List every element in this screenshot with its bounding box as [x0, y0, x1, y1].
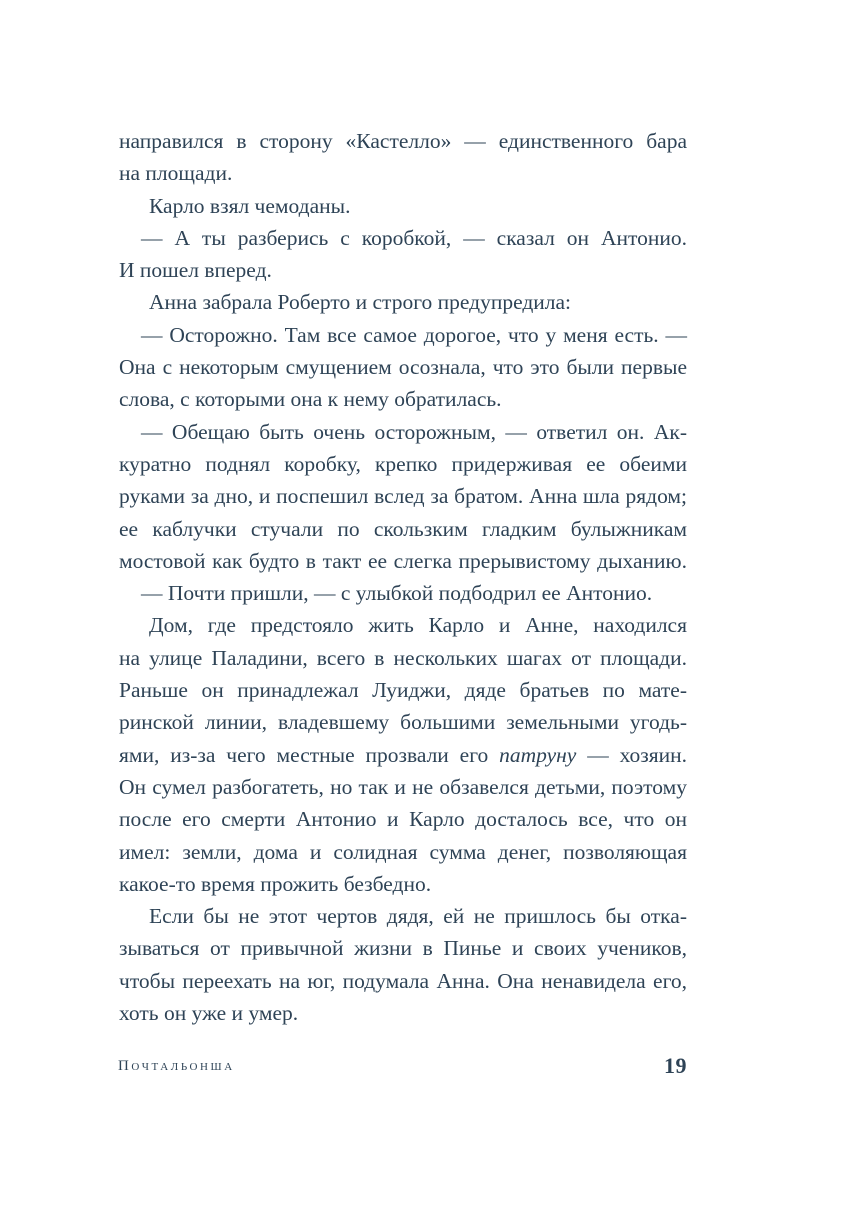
- text-line: Если бы не этот чертов дядя, ей не пришлось бы отка-: [149, 904, 687, 929]
- text-line: руками за дно, и поспешил вслед за братом. Анна шла рядом;: [119, 484, 687, 509]
- text-line: имел: земли, дома и солидная сумма денег, позволяющая: [119, 839, 687, 864]
- text-line: Раньше он принадлежал Луиджи, дяде братьев по мате-: [119, 678, 687, 703]
- text-line: на улице Паладини, всего в нескольких шагах от площади.: [119, 645, 687, 670]
- text-line: Карло взял чемоданы.: [149, 193, 351, 218]
- text-line: — А ты разберись с коробкой, — сказал он Антонио.: [141, 225, 687, 250]
- text-segment: — хозяин.: [587, 742, 688, 767]
- text-line: — Обещаю быть очень осторожным, — ответил он. Ак-: [141, 419, 687, 444]
- page-number: 19: [664, 1053, 687, 1078]
- text-line: слова, с которыми она к нему обратилась.: [119, 387, 502, 412]
- text-line: какое-то время прожить безбедно.: [119, 871, 432, 896]
- body-text: [119, 125, 687, 1029]
- text-line: на площади.: [119, 161, 233, 186]
- text-line: Она с некоторым смущением осознала, что это были первые: [119, 355, 687, 380]
- text-line: — Почти пришли, — с улыбкой подбодрил ее Антонио.: [141, 581, 653, 606]
- text-line: Дом, где предстояло жить Карло и Анне, находился: [149, 613, 687, 638]
- text-line: ее каблучки стучали по скользким гладким булыжникам: [119, 516, 687, 541]
- text-line: чтобы переехать на юг, подумала Анна. Она ненавидела его,: [119, 968, 687, 993]
- text-segment: ями, из-за чего местные прозвали его: [119, 742, 489, 767]
- text-line: ринской линии, владевшему большими земельными угодь-: [119, 710, 687, 735]
- running-footer-title: Почтальонша: [118, 1058, 235, 1074]
- text-line: И пошел вперед.: [119, 258, 272, 283]
- text-line: Он сумел разбогатеть, но так и не обзавелся детьми, поэтому: [119, 774, 687, 799]
- text-line: направился в сторону «Кастелло» — единственного бара: [119, 129, 687, 153]
- text-line: Анна забрала Роберто и строго предупредила:: [149, 290, 572, 315]
- text-line: зываться от привычной жизни в Пинье и своих учеников,: [119, 936, 687, 961]
- italic-word: патруну: [499, 742, 577, 767]
- text-line: хоть он уже и умер.: [119, 1001, 299, 1026]
- text-line: — Осторожно. Там все самое дорогое, что у меня есть. —: [141, 322, 687, 347]
- text-line: мостовой как будто в такт ее слегка прерывистому дыханию.: [119, 548, 687, 573]
- text-line: после его смерти Антонио и Карло досталось все, что он: [119, 807, 687, 832]
- text-line: [119, 739, 687, 771]
- text-line: куратно поднял коробку, крепко придерживая ее обеими: [119, 451, 687, 476]
